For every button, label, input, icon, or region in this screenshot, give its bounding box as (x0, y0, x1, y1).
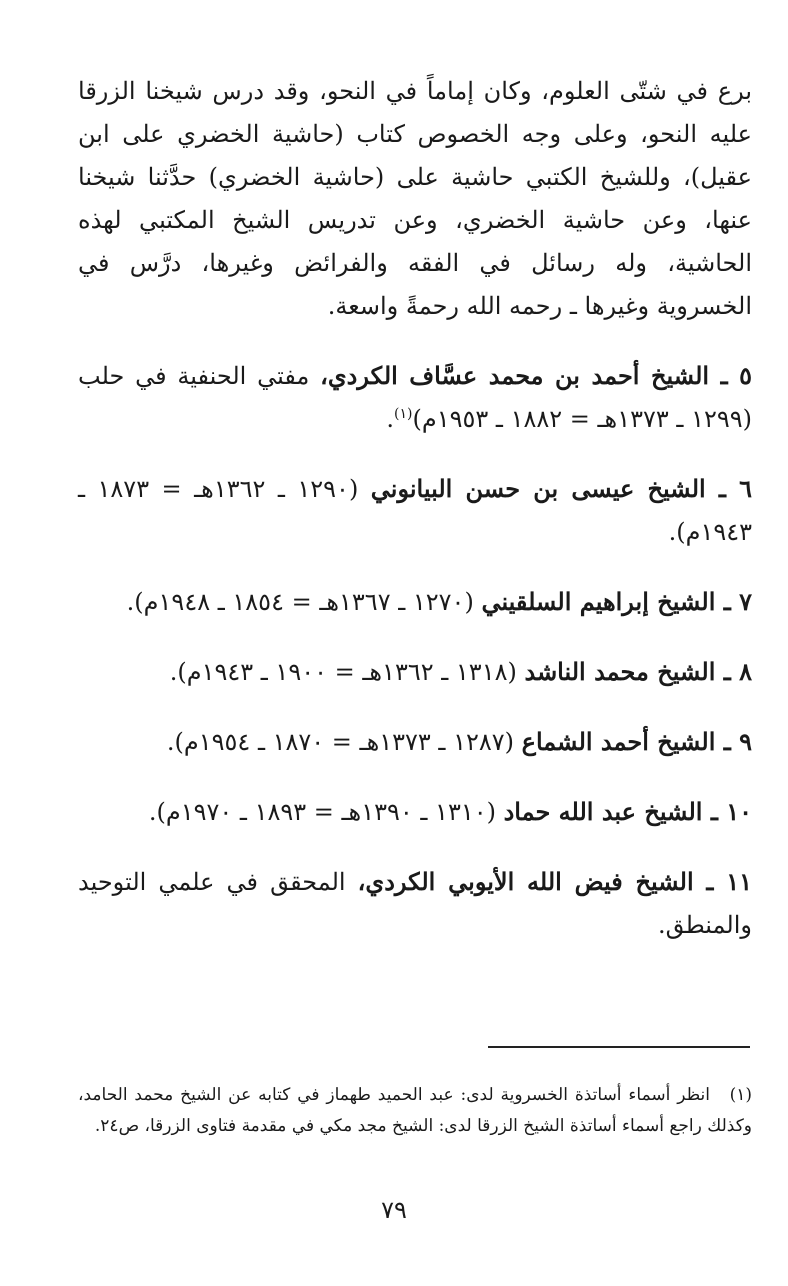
scholar-name: ٦ ـ الشيخ عيسى بن حسن البيانوني (370, 474, 752, 503)
biography-item (78, 580, 752, 624)
biography-item (78, 720, 752, 764)
biography-item (78, 790, 752, 834)
scholar-details: (١٢٨٧ ـ ١٣٧٣هـ = ١٨٧٠ ـ ١٩٥٤م). (166, 728, 522, 756)
item-end: . (386, 405, 395, 433)
scholar-details: المحقق في علمي التوحيد والمنطق. (78, 868, 752, 939)
footnote-reference[interactable]: (١) (394, 406, 413, 422)
scholar-details: (١٣١٨ ـ ١٣٦٢هـ = ١٩٠٠ ـ ١٩٤٣م). (169, 658, 525, 686)
scholar-details: مفتي الحنفية في حلب (١٢٩٩ ـ ١٣٧٣هـ = ١٨٨٢ ـ ١٩٥٣م) (78, 362, 752, 433)
scholar-details: (١٢٧٠ ـ ١٣٦٧هـ = ١٨٥٤ ـ ١٩٤٨م). (126, 588, 482, 616)
intro-paragraph: برع في شتّى العلوم، وكان إماماً في النحو، وقد درس شيخنا الزرقا عليه النحو، وعلى وجه الخصوص كتاب (حاشية الخضري على ابن عقيل)، وللشيخ الكتبي حاشية على (حاشية الخضري) حدَّثنا شيخنا عنها، وعن حاشية الخضري، وعن تدريس الشيخ المكتبي لهذه الحاشية، وله رسائل في الفقه والفرائض وغيرها، درَّس في الخسروية وغيرها ـ رحمه الله رحمةً واسعة. (78, 77, 753, 320)
scholar-details: (١٣١٠ ـ ١٣٩٠هـ = ١٨٩٣ ـ ١٩٧٠م). (148, 798, 504, 826)
biography-item (78, 354, 752, 441)
page-number: ٧٩ (381, 1196, 407, 1224)
footnote-text: انظر أسماء أساتذة الخسروية لدى: عبد الحميد طهماز في كتابه عن الشيخ محمد الحامد، وكذلك راجع أسماء أساتذة الشيخ الزرقا لدى: الشيخ مجد مكي في مقدمة فتاوى الزرقا، ص٢٤. (78, 1085, 752, 1136)
scholar-details: (١٢٩٠ ـ ١٣٦٢هـ = ١٨٧٣ ـ ١٩٤٣م). (78, 475, 752, 546)
footnote-separator (488, 1046, 750, 1048)
scholar-name: ١٠ ـ الشيخ عبد الله حماد (503, 797, 752, 826)
biography-item (78, 860, 752, 947)
scholar-name: ٩ ـ الشيخ أحمد الشماع (521, 727, 752, 756)
biography-item (78, 467, 752, 554)
scholar-name: ١١ ـ الشيخ فيض الله الأيوبي الكردي، (357, 867, 753, 896)
biography-item (78, 650, 752, 694)
page-body (78, 70, 752, 947)
scholar-name: ٨ ـ الشيخ محمد الناشد (524, 657, 752, 686)
footnote-number: (١) (729, 1085, 752, 1105)
scholar-name: ٧ ـ الشيخ إبراهيم السلقيني (481, 587, 752, 616)
footnote (78, 1080, 752, 1142)
scholar-name: ٥ ـ الشيخ أحمد بن محمد عسَّاف الكردي، (320, 361, 752, 390)
